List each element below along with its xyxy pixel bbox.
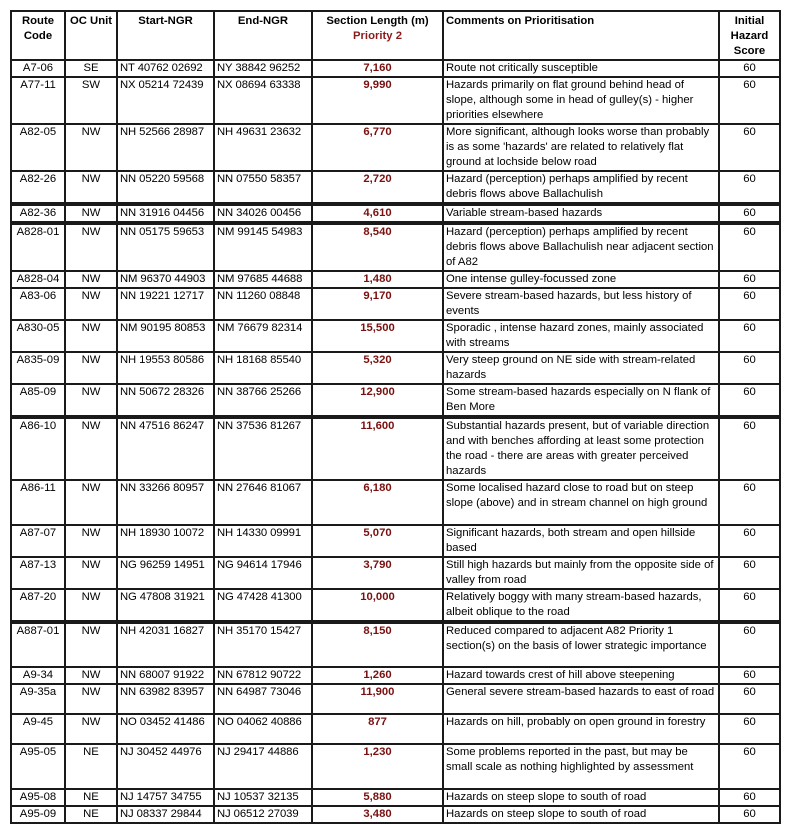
start-ngr-cell: NM 96370 44903 (117, 271, 214, 288)
end-ngr-cell: NN 67812 90722 (214, 667, 312, 684)
comment-cell: Hazard (perception) perhaps amplified by recent debris flows above Ballachulish near adjacent section of A82 (443, 223, 719, 271)
end-ngr-cell: NJ 06512 27039 (214, 806, 312, 823)
end-ngr-cell: NJ 10537 32135 (214, 789, 312, 806)
route-code-cell: A83-06 (11, 288, 65, 320)
oc-unit-cell: NW (65, 171, 117, 204)
section-length-cell: 15,500 (312, 320, 443, 352)
route-code-cell: A830-05 (11, 320, 65, 352)
section-length-cell: 3,790 (312, 557, 443, 589)
oc-unit-cell: NW (65, 320, 117, 352)
table-row (11, 223, 780, 271)
start-ngr-cell: NJ 08337 29844 (117, 806, 214, 823)
section-length-cell: 1,230 (312, 744, 443, 789)
end-ngr-cell: NM 76679 82314 (214, 320, 312, 352)
end-ngr-cell: NN 38766 25266 (214, 384, 312, 417)
route-code-cell: A77-11 (11, 77, 65, 124)
route-code-cell: A82-05 (11, 124, 65, 171)
oc-unit-cell: NW (65, 352, 117, 384)
route-code-cell: A835-09 (11, 352, 65, 384)
end-ngr-cell: NM 97685 44688 (214, 271, 312, 288)
end-ngr-cell: NO 04062 40886 (214, 714, 312, 744)
table-row (11, 744, 780, 789)
section-length-cell: 5,320 (312, 352, 443, 384)
section-length-cell: 3,480 (312, 806, 443, 823)
start-ngr-cell: NJ 30452 44976 (117, 744, 214, 789)
hazard-score-cell: 60 (719, 525, 780, 557)
table-row (11, 557, 780, 589)
comment-cell: Hazard towards crest of hill above steepening (443, 667, 719, 684)
oc-unit-cell: NE (65, 744, 117, 789)
hazard-priority-table (10, 10, 781, 824)
comment-cell: Severe stream-based hazards, but less history of events (443, 288, 719, 320)
hazard-score-cell: 60 (719, 622, 780, 667)
oc-unit-cell: NW (65, 417, 117, 480)
start-ngr-cell: NH 52566 28987 (117, 124, 214, 171)
route-code-cell: A828-01 (11, 223, 65, 271)
hazard-score-cell: 60 (719, 77, 780, 124)
comment-cell: Some problems reported in the past, but may be small scale as nothing highlighted by assessment (443, 744, 719, 789)
header-oc-unit: OC Unit (65, 11, 117, 60)
section-length-cell: 7,160 (312, 60, 443, 77)
route-code-cell: A86-10 (11, 417, 65, 480)
table-row (11, 667, 780, 684)
comment-cell: Very steep ground on NE side with stream-related hazards (443, 352, 719, 384)
end-ngr-cell: NM 99145 54983 (214, 223, 312, 271)
hazard-score-cell: 60 (719, 417, 780, 480)
comment-cell: General severe stream-based hazards to east of road (443, 684, 719, 714)
table-row (11, 60, 780, 77)
hazard-score-cell: 60 (719, 667, 780, 684)
route-code-cell: A95-09 (11, 806, 65, 823)
oc-unit-cell: NW (65, 384, 117, 417)
oc-unit-cell: NW (65, 288, 117, 320)
start-ngr-cell: NH 18930 10072 (117, 525, 214, 557)
hazard-score-cell: 60 (719, 320, 780, 352)
header-start-ngr: Start-NGR (117, 11, 214, 60)
table-row (11, 622, 780, 667)
comment-cell: Hazards on steep slope to south of road (443, 806, 719, 823)
oc-unit-cell: NW (65, 204, 117, 223)
start-ngr-cell: NG 96259 14951 (117, 557, 214, 589)
hazard-score-cell: 60 (719, 271, 780, 288)
table-row (11, 384, 780, 417)
route-code-cell: A86-11 (11, 480, 65, 525)
hazard-score-cell: 60 (719, 60, 780, 77)
route-code-cell: A9-34 (11, 667, 65, 684)
section-length-cell: 12,900 (312, 384, 443, 417)
section-length-label: Section Length (m) (326, 15, 429, 27)
table-row (11, 525, 780, 557)
end-ngr-cell: NN 64987 73046 (214, 684, 312, 714)
comment-cell: Hazard (perception) perhaps amplified by recent debris flows above Ballachulish (443, 171, 719, 204)
hazard-score-cell: 60 (719, 171, 780, 204)
hazard-score-cell: 60 (719, 204, 780, 223)
end-ngr-cell: NH 35170 15427 (214, 622, 312, 667)
hazard-score-cell: 60 (719, 384, 780, 417)
end-ngr-cell: NN 34026 00456 (214, 204, 312, 223)
route-code-cell: A887-01 (11, 622, 65, 667)
hazard-score-cell: 60 (719, 589, 780, 622)
oc-unit-cell: NW (65, 714, 117, 744)
route-code-cell: A7-06 (11, 60, 65, 77)
end-ngr-cell: NN 37536 81267 (214, 417, 312, 480)
table-row (11, 204, 780, 223)
oc-unit-cell: NW (65, 557, 117, 589)
section-length-cell: 2,720 (312, 171, 443, 204)
hazard-score-cell: 60 (719, 223, 780, 271)
header-comments: Comments on Prioritisation (443, 11, 719, 60)
end-ngr-cell: NH 49631 23632 (214, 124, 312, 171)
section-length-cell: 1,260 (312, 667, 443, 684)
hazard-score-cell: 60 (719, 806, 780, 823)
comment-cell: Hazards on hill, probably on open ground in forestry (443, 714, 719, 744)
section-length-cell: 1,480 (312, 271, 443, 288)
hazard-score-cell: 60 (719, 744, 780, 789)
comment-cell: Sporadic , intense hazard zones, mainly associated with streams (443, 320, 719, 352)
comment-cell: Route not critically susceptible (443, 60, 719, 77)
section-length-cell: 10,000 (312, 589, 443, 622)
route-code-cell: A87-20 (11, 589, 65, 622)
comment-cell: Some localised hazard close to road but on steep slope (above) and in stream channel on high ground (443, 480, 719, 525)
header-section-length (312, 11, 443, 60)
oc-unit-cell: NW (65, 589, 117, 622)
start-ngr-cell: NJ 14757 34755 (117, 789, 214, 806)
end-ngr-cell: NX 08694 63338 (214, 77, 312, 124)
hazard-score-cell: 60 (719, 352, 780, 384)
hazard-score-cell: 60 (719, 124, 780, 171)
section-length-cell: 877 (312, 714, 443, 744)
start-ngr-cell: NN 47516 86247 (117, 417, 214, 480)
end-ngr-cell: NY 38842 96252 (214, 60, 312, 77)
route-code-cell: A82-36 (11, 204, 65, 223)
header-row (11, 11, 780, 60)
table-row (11, 320, 780, 352)
table-row (11, 77, 780, 124)
table-row (11, 171, 780, 204)
comment-cell: Variable stream-based hazards (443, 204, 719, 223)
table-row (11, 352, 780, 384)
table-row (11, 714, 780, 744)
route-code-cell: A828-04 (11, 271, 65, 288)
end-ngr-cell: NH 18168 85540 (214, 352, 312, 384)
oc-unit-cell: NW (65, 223, 117, 271)
end-ngr-cell: NN 07550 58357 (214, 171, 312, 204)
table-row (11, 124, 780, 171)
section-length-cell: 6,180 (312, 480, 443, 525)
route-code-cell: A85-09 (11, 384, 65, 417)
section-length-cell: 11,900 (312, 684, 443, 714)
section-length-cell: 8,150 (312, 622, 443, 667)
end-ngr-cell: NH 14330 09991 (214, 525, 312, 557)
table-row (11, 589, 780, 622)
start-ngr-cell: NN 63982 83957 (117, 684, 214, 714)
end-ngr-cell: NG 94614 17946 (214, 557, 312, 589)
oc-unit-cell: SE (65, 60, 117, 77)
end-ngr-cell: NN 11260 08848 (214, 288, 312, 320)
table-row (11, 806, 780, 823)
comment-cell: More significant, although looks worse than probably is as some 'hazards' are related to relatively flat ground at lochside below road (443, 124, 719, 171)
start-ngr-cell: NN 19221 12717 (117, 288, 214, 320)
oc-unit-cell: NW (65, 480, 117, 525)
oc-unit-cell: NW (65, 667, 117, 684)
comment-cell: Relatively boggy with many stream-based hazards, albeit oblique to the road (443, 589, 719, 622)
section-length-cell: 5,880 (312, 789, 443, 806)
oc-unit-cell: SW (65, 77, 117, 124)
oc-unit-cell: NW (65, 124, 117, 171)
hazard-score-cell: 60 (719, 789, 780, 806)
table-row (11, 480, 780, 525)
section-length-cell: 8,540 (312, 223, 443, 271)
start-ngr-cell: NN 33266 80957 (117, 480, 214, 525)
start-ngr-cell: NT 40762 02692 (117, 60, 214, 77)
hazard-score-cell: 60 (719, 684, 780, 714)
section-length-cell: 5,070 (312, 525, 443, 557)
oc-unit-cell: NW (65, 525, 117, 557)
route-code-cell: A87-13 (11, 557, 65, 589)
comment-cell: One intense gulley-focussed zone (443, 271, 719, 288)
end-ngr-cell: NN 27646 81067 (214, 480, 312, 525)
header-route-code: Route Code (11, 11, 65, 60)
table-row (11, 271, 780, 288)
priority-label: Priority 2 (353, 30, 402, 42)
section-length-cell: 9,170 (312, 288, 443, 320)
start-ngr-cell: NN 68007 91922 (117, 667, 214, 684)
start-ngr-cell: NN 50672 28326 (117, 384, 214, 417)
comment-cell: Still high hazards but mainly from the opposite side of valley from road (443, 557, 719, 589)
start-ngr-cell: NN 05175 59653 (117, 223, 214, 271)
start-ngr-cell: NH 19553 80586 (117, 352, 214, 384)
comment-cell: Hazards primarily on flat ground behind head of slope, although some in head of gulley(s) - higher priorities elsewhere (443, 77, 719, 124)
oc-unit-cell: NE (65, 806, 117, 823)
oc-unit-cell: NW (65, 622, 117, 667)
end-ngr-cell: NJ 29417 44886 (214, 744, 312, 789)
hazard-score-cell: 60 (719, 288, 780, 320)
oc-unit-cell: NW (65, 271, 117, 288)
table-body (11, 60, 780, 823)
header-end-ngr: End-NGR (214, 11, 312, 60)
comment-cell: Hazards on steep slope to south of road (443, 789, 719, 806)
start-ngr-cell: NN 05220 59568 (117, 171, 214, 204)
start-ngr-cell: NN 31916 04456 (117, 204, 214, 223)
comment-cell: Substantial hazards present, but of variable direction and with benches affording at least some protection the road - there are areas with greater perceived hazards (443, 417, 719, 480)
table-row (11, 288, 780, 320)
oc-unit-cell: NE (65, 789, 117, 806)
section-length-cell: 4,610 (312, 204, 443, 223)
start-ngr-cell: NO 03452 41486 (117, 714, 214, 744)
route-code-cell: A9-45 (11, 714, 65, 744)
route-code-cell: A82-26 (11, 171, 65, 204)
start-ngr-cell: NX 05214 72439 (117, 77, 214, 124)
comment-cell: Some stream-based hazards especially on N flank of Ben More (443, 384, 719, 417)
section-length-cell: 11,600 (312, 417, 443, 480)
table-row (11, 684, 780, 714)
end-ngr-cell: NG 47428 41300 (214, 589, 312, 622)
route-code-cell: A95-08 (11, 789, 65, 806)
section-length-cell: 6,770 (312, 124, 443, 171)
route-code-cell: A9-35a (11, 684, 65, 714)
oc-unit-cell: NW (65, 684, 117, 714)
route-code-cell: A95-05 (11, 744, 65, 789)
section-length-cell: 9,990 (312, 77, 443, 124)
comment-cell: Reduced compared to adjacent A82 Priority 1 section(s) on the basis of lower strategic importance (443, 622, 719, 667)
hazard-score-cell: 60 (719, 557, 780, 589)
table-row (11, 417, 780, 480)
route-code-cell: A87-07 (11, 525, 65, 557)
start-ngr-cell: NM 90195 80853 (117, 320, 214, 352)
start-ngr-cell: NH 42031 16827 (117, 622, 214, 667)
comment-cell: Significant hazards, both stream and open hillside based (443, 525, 719, 557)
hazard-score-cell: 60 (719, 480, 780, 525)
hazard-score-cell: 60 (719, 714, 780, 744)
start-ngr-cell: NG 47808 31921 (117, 589, 214, 622)
header-hazard-score: Initial Hazard Score (719, 11, 780, 60)
